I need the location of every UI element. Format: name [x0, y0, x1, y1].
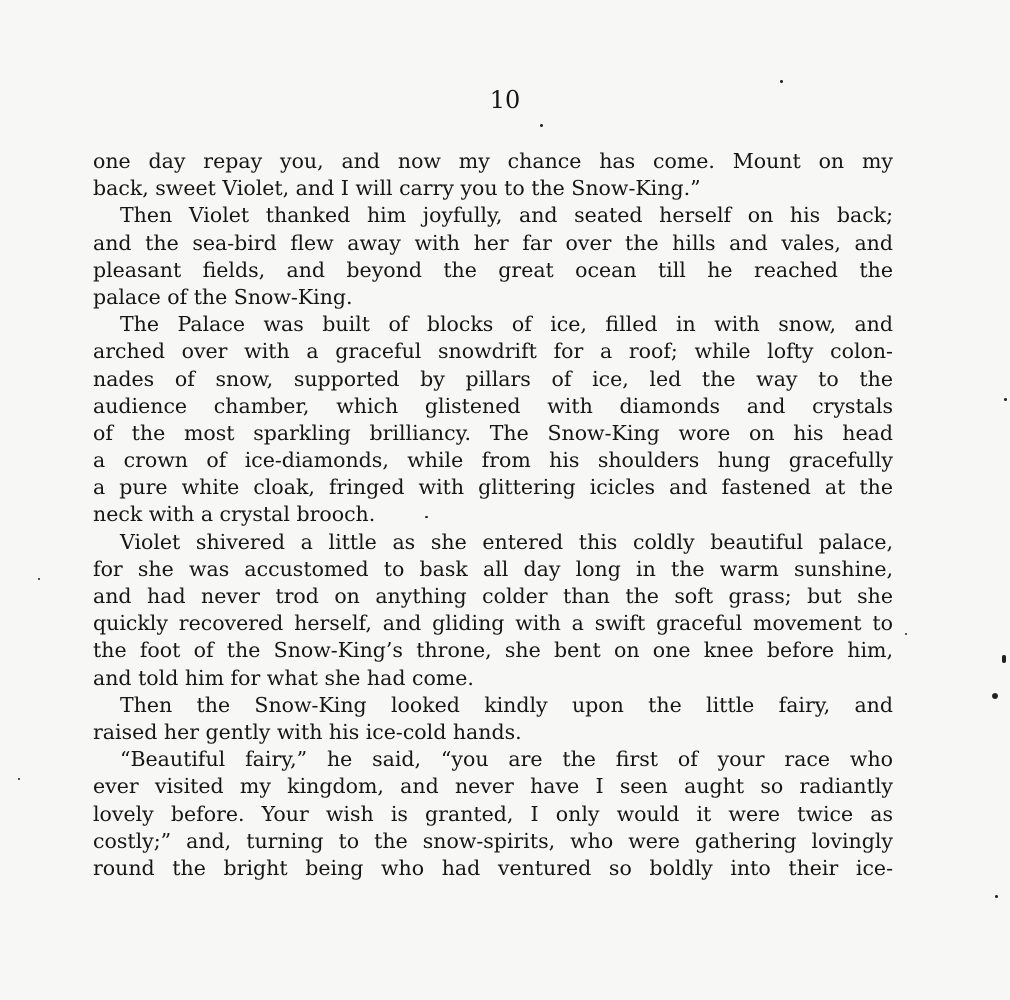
text-line: the foot of the Snow-King’s throne, she bent on one knee before him, [93, 638, 893, 663]
text-line: nades of snow, supported by pillars of ice, led the way to the [93, 366, 893, 391]
text-line: lovely before. Your wish is granted, I only would it were twice as [93, 801, 893, 826]
text-line: The Palace was built of blocks of ice, filled in with snow, and [120, 312, 893, 337]
text-line: of the most sparkling brilliancy. The Snow-King wore on his head [93, 420, 893, 445]
print-speck [1004, 398, 1007, 401]
print-speck [995, 895, 998, 898]
text-line: raised her gently with his ice-cold hands. [93, 719, 522, 744]
body-text [93, 148, 893, 882]
print-speck [38, 578, 40, 580]
text-line: pleasant fields, and beyond the great ocean till he reached the [93, 257, 893, 282]
text-line: “Beautiful fairy,” he said, “you are the first of your race who [120, 747, 893, 772]
text-line: palace of the Snow-King. [93, 284, 353, 309]
text-line: neck with a crystal brooch. [93, 502, 376, 527]
text-line: ever visited my kingdom, and never have I seen aught so radiantly [93, 774, 893, 799]
print-speck [905, 633, 907, 635]
print-speck [780, 80, 783, 83]
text-line: Then the Snow-King looked kindly upon the little fairy, and [120, 692, 893, 717]
text-line: Violet shivered a little as she entered this coldly beautiful palace, [120, 529, 893, 554]
text-line: back, sweet Violet, and I will carry you to the Snow-King.” [93, 176, 701, 201]
text-line: costly;” and, turning to the snow-spirits, who were gathering lovingly [93, 828, 893, 853]
text-line: Then Violet thanked him joyfully, and seated herself on his back; [120, 203, 893, 228]
text-line: for she was accustomed to bask all day long in the warm sunshine, [93, 556, 893, 581]
text-line: arched over with a graceful snowdrift for a roof; while lofty colon- [93, 339, 893, 364]
text-line: and the sea-bird flew away with her far over the hills and vales, and [93, 230, 893, 255]
text-line: round the bright being who had ventured so boldly into their ice- [93, 855, 893, 880]
print-speck [992, 693, 998, 699]
text-line: a pure white cloak, fringed with glittering icicles and fastened at the [93, 475, 893, 500]
text-line: and told him for what she had come. [93, 665, 474, 690]
text-line: quickly recovered herself, and gliding with a swift graceful movement to [93, 611, 893, 636]
print-speck [18, 778, 20, 780]
print-speck [1002, 655, 1006, 663]
text-line: a crown of ice-diamonds, while from his shoulders hung gracefully [93, 448, 893, 473]
page-number: 10 [489, 86, 521, 114]
text-line: one day repay you, and now my chance has come. Mount on my [93, 149, 893, 173]
print-speck [540, 124, 543, 127]
text-line: and had never trod on anything colder than the soft grass; but she [93, 584, 893, 608]
print-speck [425, 516, 428, 518]
text-line: audience chamber, which glistened with diamonds and crystals [93, 393, 893, 418]
